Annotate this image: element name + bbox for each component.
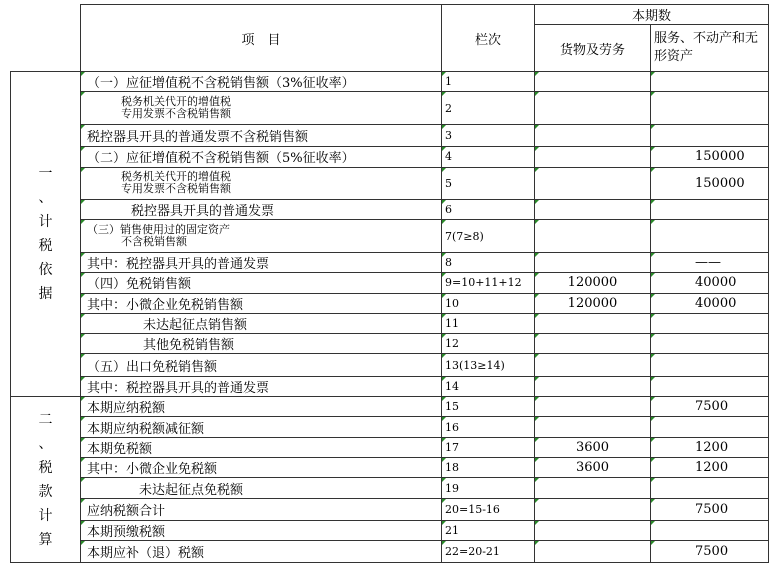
row-services (651, 521, 769, 541)
vat-return-table (10, 4, 769, 563)
row-goods (535, 147, 651, 167)
row-services: 7500 (651, 498, 769, 520)
row-services (651, 124, 769, 146)
row-goods (535, 313, 651, 333)
row-code: 18 (442, 458, 535, 478)
row-code: 3 (442, 124, 535, 146)
row-code: 17 (442, 437, 535, 457)
row-goods: 120000 (535, 293, 651, 313)
row-item: 本期应纳税额 (81, 397, 442, 417)
row-code: 19 (442, 478, 535, 498)
section-tax-calc (11, 397, 81, 563)
row-goods (535, 478, 651, 498)
row-services (651, 334, 769, 354)
row-goods: 3600 (535, 458, 651, 478)
row-code: 1 (442, 72, 535, 92)
section-label: 一 、 计 税 依 据 (38, 166, 53, 303)
row-item: （二）应征增值税不含税销售额（5%征收率） (81, 147, 442, 167)
row-goods: 3600 (535, 437, 651, 457)
row-code: 15 (442, 397, 535, 417)
row-goods (535, 167, 651, 200)
row-code: 13(13≥14) (442, 354, 535, 376)
section-label: 二 、 税 款 计 算 (38, 411, 53, 548)
row-item: （三）销售使用过的固定资产 不含税销售额 (81, 220, 442, 253)
row-item: 本期预缴税额 (81, 521, 442, 541)
row-goods (535, 376, 651, 396)
row-item: 其中：小微企业免税销售额 (81, 293, 442, 313)
row-code: 9=10+11+12 (442, 273, 535, 293)
row-goods (535, 200, 651, 220)
row-item: 其他免税销售额 (81, 334, 442, 354)
row-services: 1200 (651, 437, 769, 457)
header-services: 服务、不动产和无形资产 (651, 25, 769, 72)
row-services (651, 478, 769, 498)
row-services: 150000 (651, 147, 769, 167)
row-item: 应纳税额合计 (81, 498, 442, 520)
row-item: 税控器具开具的普通发票 (81, 200, 442, 220)
row-code: 4 (442, 147, 535, 167)
row-item: 税控器具开具的普通发票不含税销售额 (81, 124, 442, 146)
row-services (651, 92, 769, 125)
row-services (651, 313, 769, 333)
row-code: 8 (442, 252, 535, 272)
row-code: 14 (442, 376, 535, 396)
header-goods: 货物及劳务 (535, 25, 651, 72)
row-goods (535, 334, 651, 354)
row-goods (535, 252, 651, 272)
row-goods (535, 417, 651, 437)
row-goods (535, 72, 651, 92)
corner-blank (11, 5, 81, 72)
row-services (651, 72, 769, 92)
row-item: 本期应纳税额减征额 (81, 417, 442, 437)
row-code: 5 (442, 167, 535, 200)
row-services (651, 376, 769, 396)
row-goods: 120000 (535, 273, 651, 293)
row-code: 2 (442, 92, 535, 125)
row-goods (535, 124, 651, 146)
row-goods (535, 521, 651, 541)
row-goods (535, 92, 651, 125)
row-services (651, 200, 769, 220)
row-item: 本期应补（退）税额 (81, 541, 442, 563)
header-period: 本期数 (535, 5, 769, 25)
row-code: 20=15-16 (442, 498, 535, 520)
row-item: 未达起征点销售额 (81, 313, 442, 333)
row-goods (535, 354, 651, 376)
section-tax-basis (11, 72, 81, 397)
row-item: 税务机关代开的增值税 专用发票不含税销售额 (81, 92, 442, 125)
row-item: 税务机关代开的增值税 专用发票不含税销售额 (81, 167, 442, 200)
row-services: —— (651, 252, 769, 272)
row-item: 其中：税控器具开具的普通发票 (81, 252, 442, 272)
row-services: 1200 (651, 458, 769, 478)
row-code: 21 (442, 521, 535, 541)
row-services: 40000 (651, 273, 769, 293)
row-code: 10 (442, 293, 535, 313)
row-item: （一）应征增值税不含税销售额（3%征收率） (81, 72, 442, 92)
row-item: 其中：小微企业免税额 (81, 458, 442, 478)
header-col: 栏次 (442, 5, 535, 72)
row-services: 150000 (651, 167, 769, 200)
row-code: 7(7≥8) (442, 220, 535, 253)
row-code: 6 (442, 200, 535, 220)
row-goods (535, 397, 651, 417)
row-code: 11 (442, 313, 535, 333)
row-item: 未达起征点免税额 (81, 478, 442, 498)
row-code: 22=20-21 (442, 541, 535, 563)
row-item: （四）免税销售额 (81, 273, 442, 293)
row-services: 7500 (651, 541, 769, 563)
row-goods (535, 541, 651, 563)
row-code: 12 (442, 334, 535, 354)
row-code: 16 (442, 417, 535, 437)
row-services: 40000 (651, 293, 769, 313)
row-goods (535, 498, 651, 520)
row-services (651, 220, 769, 253)
row-item: 本期免税额 (81, 437, 442, 457)
row-services (651, 354, 769, 376)
row-goods (535, 220, 651, 253)
row-services: 7500 (651, 397, 769, 417)
row-item: （五）出口免税销售额 (81, 354, 442, 376)
row-services (651, 417, 769, 437)
header-item: 项 目 (81, 5, 442, 72)
row-item: 其中：税控器具开具的普通发票 (81, 376, 442, 396)
